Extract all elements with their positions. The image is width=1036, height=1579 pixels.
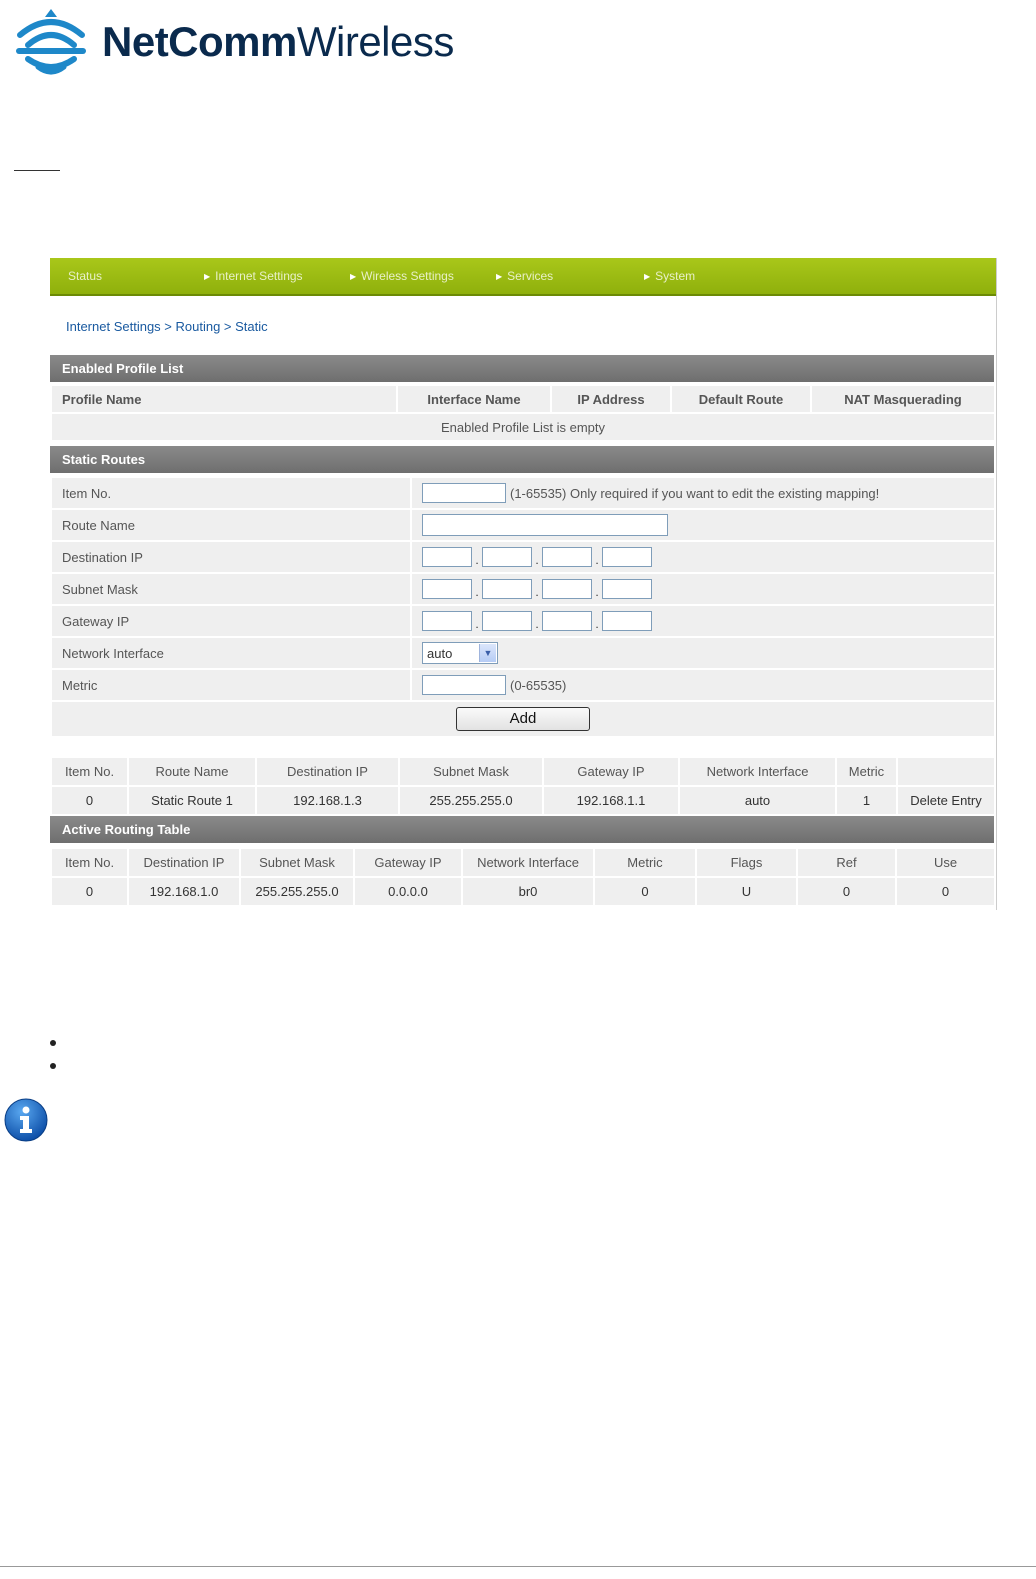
cell-gateway-ip: 192.168.1.1: [543, 786, 679, 815]
cell-network-interface: auto: [679, 786, 836, 815]
subnet-mask-octet-4[interactable]: [602, 579, 652, 599]
cell-item-no: 0: [51, 877, 128, 906]
table-row: [51, 413, 995, 441]
triangle-right-icon: ▶: [350, 272, 357, 281]
cell-route-name: Static Route 1: [128, 786, 256, 815]
divider: [14, 170, 60, 171]
cell-flags: U: [696, 877, 797, 906]
gateway-ip-octet-2[interactable]: [482, 611, 532, 631]
destination-ip-octet-2[interactable]: [482, 547, 532, 567]
col-ip-address: IP Address: [551, 385, 671, 413]
col-metric: Metric: [836, 757, 897, 786]
delete-entry-link[interactable]: Delete Entry: [897, 786, 995, 815]
metric-hint: (0-65535): [510, 677, 567, 693]
col-profile-name: Profile Name: [51, 385, 397, 413]
col-use: Use: [896, 848, 995, 877]
active-routing-table: [50, 847, 996, 907]
gateway-ip-fields: . . .: [411, 605, 995, 637]
cell-metric: 1: [836, 786, 897, 815]
form-row-route-name: [51, 509, 995, 541]
nav-wireless-settings-label: Wireless Settings: [361, 269, 454, 283]
metric-label: Metric: [51, 669, 411, 701]
nav-status-label: Status: [68, 269, 103, 283]
gateway-ip-octet-3[interactable]: [542, 611, 592, 631]
col-gateway-ip: Gateway IP: [354, 848, 462, 877]
cell-destination-ip: 192.168.1.0: [128, 877, 240, 906]
wifi-logo-icon: [12, 7, 90, 77]
chevron-down-icon[interactable]: ▼: [479, 644, 496, 662]
cell-subnet-mask: 255.255.255.0: [399, 786, 543, 815]
router-ui-screenshot: [50, 258, 997, 910]
top-nav: [50, 258, 996, 296]
col-destination-ip: Destination IP: [256, 757, 399, 786]
profile-list-header: Enabled Profile List: [50, 355, 994, 382]
network-interface-select[interactable]: [422, 642, 498, 664]
triangle-right-icon: ▶: [644, 272, 651, 281]
subnet-mask-octet-3[interactable]: [542, 579, 592, 599]
table-header-row: [51, 848, 995, 877]
cell-gateway-ip: 0.0.0.0: [354, 877, 462, 906]
form-row-subnet-mask: [51, 573, 995, 605]
form-row-network-interface: [51, 637, 995, 669]
nav-services-label: Services: [507, 269, 554, 283]
destination-ip-fields: . . .: [411, 541, 995, 573]
network-interface-value: auto: [427, 645, 453, 661]
col-interface-name: Interface Name: [397, 385, 551, 413]
table-row: [51, 877, 995, 906]
col-metric: Metric: [594, 848, 696, 877]
triangle-right-icon: ▶: [204, 272, 211, 281]
add-button[interactable]: Add: [456, 707, 590, 731]
static-routes-header: Static Routes: [50, 446, 994, 473]
col-flags: Flags: [696, 848, 797, 877]
form-row-destination-ip: [51, 541, 995, 573]
cell-network-interface: br0: [462, 877, 594, 906]
nav-system[interactable]: [644, 269, 695, 283]
brand-name-bold: NetComm: [102, 18, 297, 65]
cell-use: 0: [896, 877, 995, 906]
bullet-point: [50, 1063, 56, 1069]
destination-ip-octet-1[interactable]: [422, 547, 472, 567]
gateway-ip-label: Gateway IP: [51, 605, 411, 637]
triangle-right-icon: ▶: [496, 272, 503, 281]
col-route-name: Route Name: [128, 757, 256, 786]
nav-status[interactable]: [68, 269, 102, 283]
col-item-no: Item No.: [51, 757, 128, 786]
static-routes-table: [50, 756, 996, 816]
active-routing-header: Active Routing Table: [50, 816, 994, 843]
table-row: [51, 786, 995, 815]
form-row-metric: [51, 669, 995, 701]
col-gateway-ip: Gateway IP: [543, 757, 679, 786]
route-name-input[interactable]: [422, 514, 668, 536]
subnet-mask-octet-2[interactable]: [482, 579, 532, 599]
nav-wireless-settings[interactable]: [350, 269, 454, 283]
brand-name: [102, 18, 454, 66]
network-interface-label: Network Interface: [51, 637, 411, 669]
nav-services[interactable]: [496, 269, 553, 283]
table-header-row: [51, 385, 995, 413]
cell-ref: 0: [797, 877, 896, 906]
cell-metric: 0: [594, 877, 696, 906]
destination-ip-octet-3[interactable]: [542, 547, 592, 567]
empty-message: Enabled Profile List is empty: [51, 413, 995, 441]
route-name-label: Route Name: [51, 509, 411, 541]
bullet-point: [50, 1040, 56, 1046]
col-nat-masquerading: NAT Masquerading: [811, 385, 995, 413]
col-item-no: Item No.: [51, 848, 128, 877]
item-no-hint: (1-65535) Only required if you want to edit the existing mapping!: [510, 485, 880, 501]
col-default-route: Default Route: [671, 385, 811, 413]
table-header-row: [51, 757, 995, 786]
gateway-ip-octet-1[interactable]: [422, 611, 472, 631]
col-subnet-mask: Subnet Mask: [399, 757, 543, 786]
item-no-input[interactable]: [422, 483, 506, 503]
metric-input[interactable]: [422, 675, 506, 695]
footer-divider: [0, 1566, 1036, 1567]
cell-destination-ip: 192.168.1.3: [256, 786, 399, 815]
form-row-gateway-ip: [51, 605, 995, 637]
gateway-ip-octet-4[interactable]: [602, 611, 652, 631]
col-ref: Ref: [797, 848, 896, 877]
col-network-interface: Network Interface: [679, 757, 836, 786]
nav-internet-settings-label: Internet Settings: [215, 269, 303, 283]
subnet-mask-octet-1[interactable]: [422, 579, 472, 599]
form-row-item-no: [51, 477, 995, 509]
subnet-mask-label: Subnet Mask: [51, 573, 411, 605]
brand-name-light: Wireless: [296, 18, 454, 65]
destination-ip-label: Destination IP: [51, 541, 411, 573]
info-icon: [4, 1098, 48, 1142]
col-destination-ip: Destination IP: [128, 848, 240, 877]
nav-system-label: System: [655, 269, 696, 283]
col-action: [897, 757, 995, 786]
nav-internet-settings[interactable]: [204, 269, 303, 283]
form-row-add: [51, 701, 995, 737]
cell-item-no: 0: [51, 786, 128, 815]
destination-ip-octet-4[interactable]: [602, 547, 652, 567]
static-routes-form: [50, 476, 996, 738]
subnet-mask-fields: . . .: [411, 573, 995, 605]
item-no-label: Item No.: [51, 477, 411, 509]
profile-list-table: [50, 384, 996, 442]
breadcrumb[interactable]: Internet Settings > Routing > Static: [66, 319, 268, 334]
netcomm-logo: [12, 6, 532, 78]
cell-subnet-mask: 255.255.255.0: [240, 877, 354, 906]
col-network-interface: Network Interface: [462, 848, 594, 877]
col-subnet-mask: Subnet Mask: [240, 848, 354, 877]
